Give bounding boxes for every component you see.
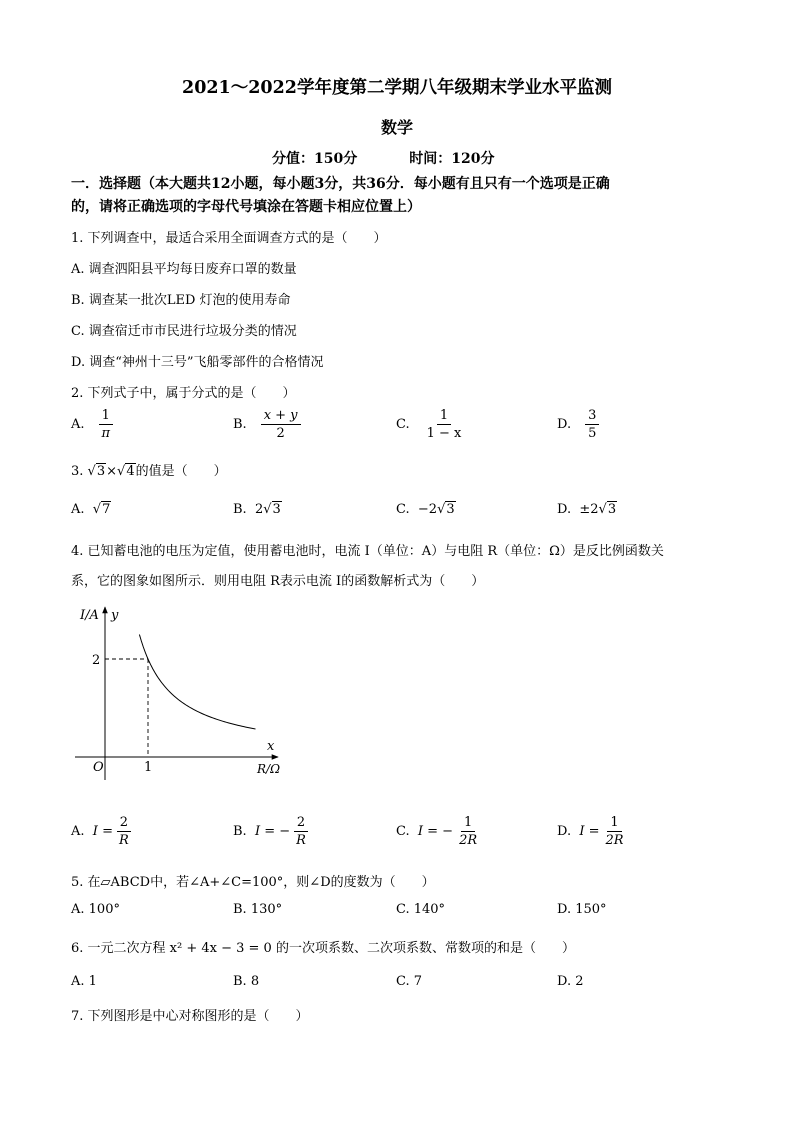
question-6-option-c: C. 7 [396, 974, 423, 989]
radicand: 3 [607, 502, 617, 517]
section-heading-line2: 的，请将正确选项的字母代号填涂在答题卡相应位置上） [71, 199, 421, 215]
question-1-option-b: B. 调查某一批次LED 灯泡的使用寿命 [71, 293, 291, 308]
y-tick-label: 2 [92, 653, 101, 668]
fraction-denominator: 1 − x [426, 426, 462, 441]
radicand: 4 [126, 464, 135, 479]
y-variable-label: y [111, 608, 119, 623]
coefficient: −2 [417, 502, 438, 517]
question-6-stem: 6. 一元二次方程 x² + 4x − 3 = 0 的一次项系数、二次项系数、常数项的和是（ ） [71, 941, 575, 956]
equation-lhs: I = − [254, 824, 291, 839]
fraction-denominator: 2R [605, 833, 624, 848]
fraction-numerator: 2 [294, 814, 308, 832]
x-tick-label: 1 [144, 760, 153, 775]
option-label: A. [71, 417, 85, 432]
exam-meta [272, 148, 494, 168]
question-4-option-d [557, 814, 627, 849]
score-info: 分值：150分 [272, 151, 358, 167]
question-4-option-a [71, 814, 132, 849]
question-5-option-d: D. 150° [557, 902, 607, 917]
sqrt-expression: √3 [87, 464, 106, 479]
question-6-option-a: A. 1 [71, 974, 97, 989]
option-label: C. [396, 502, 410, 517]
question-4-line1: 4. 已知蓄电池的电压为定值，使用蓄电池时，电流 I（单位：A）与电阻 R（单位：Ω）是反比例函数关 [71, 544, 664, 559]
page-title: 2021～2022学年度第二学期八年级期末学业水平监测 [182, 78, 612, 98]
question-3-option-b: B. 2√3 [233, 502, 281, 517]
option-label: B. [233, 824, 247, 839]
fraction-numerator: 1 [461, 814, 475, 832]
question-4-option-b [233, 814, 309, 849]
x-variable-label: x [267, 739, 275, 754]
equation-lhs: I = [579, 824, 600, 839]
section-heading-line1: 一．选择题（本大题共12小题，每小题3分，共36分．每小题有且只有一个选项是正确 [71, 176, 610, 192]
curve-line [139, 635, 255, 730]
question-3-option-c: C. −2√3 [396, 502, 455, 517]
fraction-numerator: 1 [437, 407, 451, 425]
question-1-option-a: A. 调查泗阳县平均每日废弃口罩的数量 [71, 262, 297, 277]
fraction-numerator: 2 [117, 814, 131, 832]
question-5-option-b: B. 130° [233, 902, 283, 917]
equation-lhs: I = [92, 824, 113, 839]
radicand: 7 [102, 502, 111, 517]
question-7-stem: 7. 下列图形是中心对称图形的是（ ） [71, 1009, 309, 1024]
radicand: 3 [96, 464, 106, 479]
question-2-option-c [396, 407, 464, 442]
option-label: D. [557, 502, 572, 517]
fraction-denominator: 2 [276, 426, 285, 441]
fraction-denominator: 5 [588, 426, 597, 441]
question-2-option-a [71, 407, 113, 442]
question-1-option-d: D. 调查“神州十三号”飞船零部件的合格情况 [71, 355, 324, 370]
fraction-denominator: R [296, 833, 306, 848]
question-6-option-b: B. 8 [233, 974, 260, 989]
radicand: 3 [272, 502, 281, 517]
question-5-stem: 5. 在▱ABCD中，若∠A+∠C=100°，则∠D的度数为（ ） [71, 875, 435, 890]
question-6-option-d: D. 2 [557, 974, 584, 989]
question-5-option-a: A. 100° [71, 902, 120, 917]
option-label: D. [557, 824, 572, 839]
inverse-proportion-graph [60, 595, 300, 790]
sqrt-expression: √4 [117, 464, 135, 479]
option-label: B. [233, 417, 247, 432]
question-number: 3. [71, 464, 84, 479]
question-1-option-c: C. 调查宿迁市市民进行垃圾分类的情况 [71, 324, 297, 339]
origin-label: O [93, 760, 104, 775]
question-3-tail: 的值是（ ） [135, 464, 227, 479]
option-label: B. [233, 502, 247, 517]
question-2-option-d [557, 407, 599, 442]
question-4-line2: 系，它的图象如图所示．则用电阻 R表示电流 I的函数解析式为（ ） [71, 574, 485, 589]
question-3-option-d: D. ±2√3 [557, 502, 617, 517]
question-1-stem: 1. 下列调查中，最适合采用全面调查方式的是（ ） [71, 231, 387, 246]
question-3-stem [71, 460, 227, 479]
fraction-numerator: 3 [585, 407, 599, 425]
option-label: C. [396, 417, 410, 432]
fraction-numerator: x + y [261, 407, 301, 425]
times-sign: × [106, 464, 118, 479]
time-info: 时间：120分 [409, 151, 495, 167]
question-3-option-a: A. √7 [71, 502, 111, 517]
option-label: C. [396, 824, 410, 839]
fraction-denominator: 2R [459, 833, 478, 848]
option-label: D. [557, 417, 572, 432]
fraction-numerator: 1 [607, 814, 621, 832]
x-axis-unit-label: R/Ω [257, 762, 281, 776]
option-label: A. [71, 502, 85, 517]
question-4-option-c [396, 814, 480, 849]
question-2-option-b [233, 407, 301, 442]
radicand: 3 [446, 502, 455, 517]
coefficient: 2 [254, 502, 264, 517]
option-label: A. [71, 824, 85, 839]
fraction-denominator: R [118, 833, 129, 848]
equation-lhs: I = − [417, 824, 454, 839]
y-axis-unit-label: I/A [80, 608, 99, 623]
subject-heading: 数学 [380, 118, 413, 137]
fraction-denominator: π [101, 426, 111, 441]
question-2-stem: 2. 下列式子中，属于分式的是（ ） [71, 386, 296, 401]
fraction-numerator: 1 [99, 407, 113, 425]
coefficient: ±2 [579, 502, 599, 517]
question-5-option-c: C. 140° [396, 902, 446, 917]
